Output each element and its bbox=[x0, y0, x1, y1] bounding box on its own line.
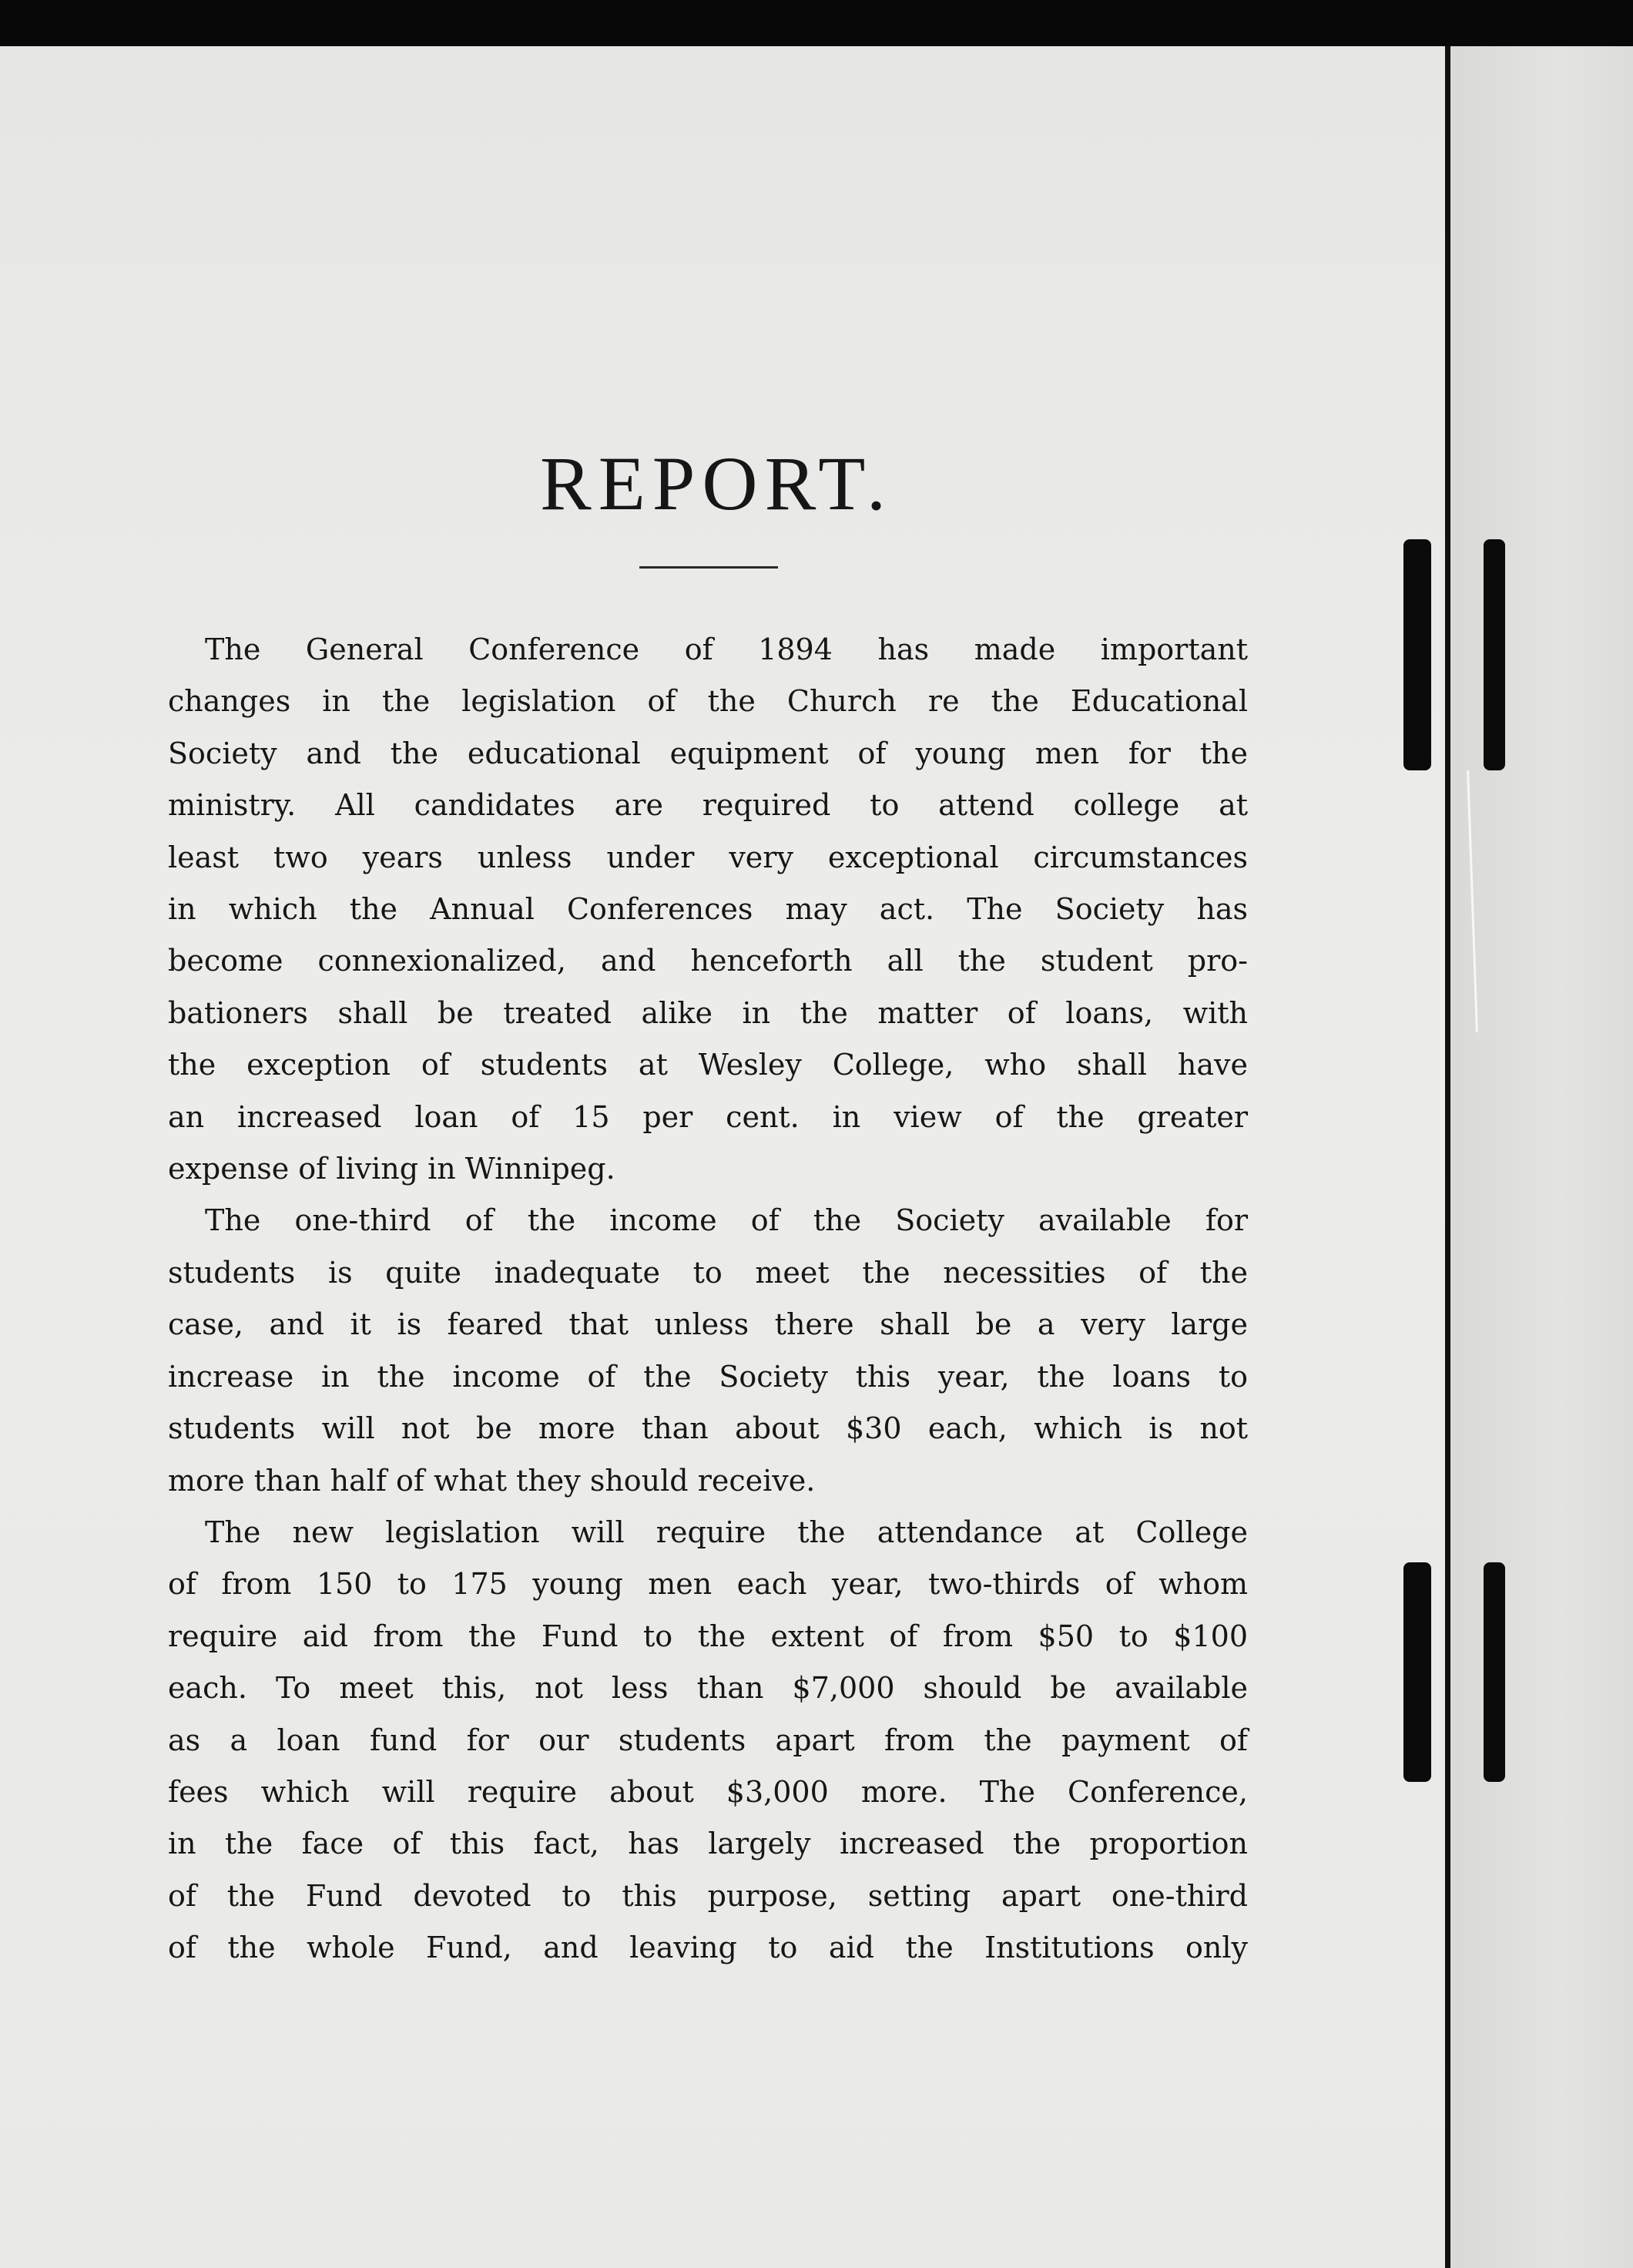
text-line: become connexionalized, and henceforth all the student pro- bbox=[168, 944, 1248, 978]
text-line: in which the Annual Conferences may act. The Society has bbox=[168, 892, 1248, 927]
text-line: fees which will require about $3,000 more. The Conference, bbox=[168, 1774, 1248, 1809]
title-divider-rule bbox=[639, 566, 778, 569]
text-line: of the Fund devoted to this purpose, setting apart one-third bbox=[168, 1878, 1248, 1913]
text-line: students is quite inadequate to meet the necessities of the bbox=[168, 1255, 1248, 1290]
binding-clip-mark-top-right bbox=[1484, 539, 1505, 770]
report-body bbox=[168, 624, 1248, 1974]
adjacent-page-strip bbox=[1450, 46, 1633, 2268]
text-line: ministry. All candidates are required to attend college at bbox=[168, 788, 1248, 823]
text-line: The new legislation will require the attendance at College bbox=[205, 1515, 1248, 1549]
text-line: The General Conference of 1894 has made important bbox=[205, 632, 1248, 666]
text-line: the exception of students at Wesley College, who shall have bbox=[168, 1048, 1248, 1082]
text-line: an increased loan of 15 per cent. in view of the greater bbox=[168, 1099, 1248, 1134]
scan-top-edge bbox=[0, 0, 1633, 48]
text-line: Society and the educational equipment of young men for the bbox=[168, 736, 1248, 770]
text-line: as a loan fund for our students apart from the payment of bbox=[168, 1723, 1248, 1757]
text-line: least two years unless under very exceptional circumstances bbox=[168, 840, 1248, 874]
text-line: require aid from the Fund to the extent of from $50 to $100 bbox=[168, 1619, 1248, 1653]
text-line: case, and it is feared that unless there shall be a very large bbox=[168, 1307, 1248, 1342]
report-title: REPORT. bbox=[540, 441, 893, 526]
text-line: changes in the legislation of the Church re the Educational bbox=[168, 684, 1248, 719]
text-line: of the whole Fund, and leaving to aid the Institutions only bbox=[168, 1931, 1248, 1965]
text-line: increase in the income of the Society this year, the loans to bbox=[168, 1359, 1248, 1394]
binding-clip-mark-top bbox=[1403, 539, 1431, 770]
text-line: more than half of what they should receive. bbox=[168, 1463, 816, 1498]
text-line: in the face of this fact, has largely increased the proportion bbox=[168, 1827, 1248, 1861]
page-fold-line bbox=[1445, 46, 1450, 2268]
text-line: expense of living in Winnipeg. bbox=[168, 1152, 615, 1186]
text-line: students will not be more than about $30 each, which is not bbox=[168, 1411, 1248, 1446]
text-line: bationers shall be treated alike in the matter of loans, with bbox=[168, 995, 1248, 1030]
binding-clip-mark-bottom-right bbox=[1484, 1562, 1505, 1782]
text-line: of from 150 to 175 young men each year, two-thirds of whom bbox=[168, 1567, 1248, 1602]
text-line: The one-third of the income of the Society available for bbox=[205, 1203, 1248, 1238]
text-line: each. To meet this, not less than $7,000 should be available bbox=[168, 1671, 1248, 1706]
binding-clip-mark-bottom bbox=[1403, 1562, 1431, 1782]
